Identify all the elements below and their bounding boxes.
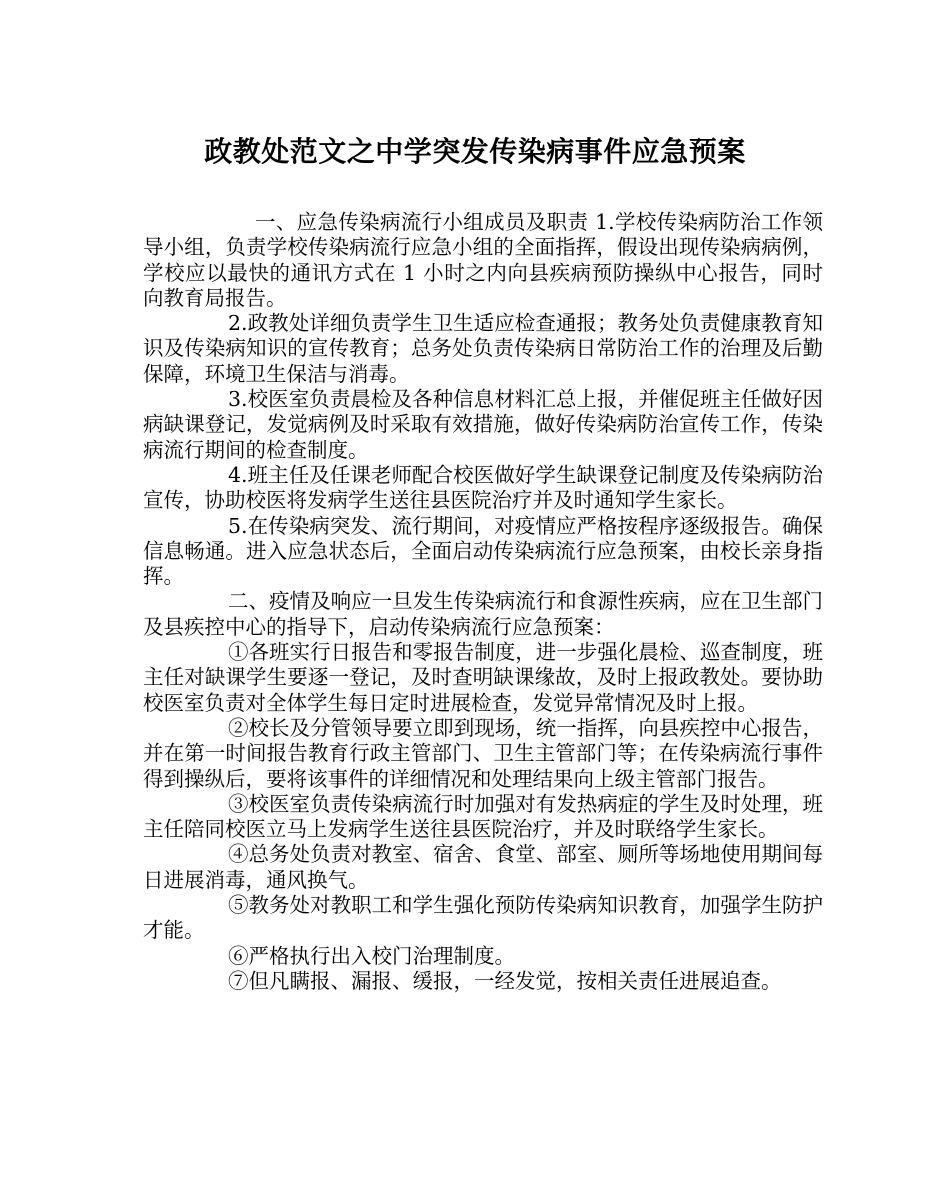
- paragraph-measure-7: ⑦但凡瞒报、漏报、缓报，一经发觉，按相关责任进展追查。: [228, 968, 782, 993]
- paragraph-item-4: 4.班主任及任课老师配合校医做好学生缺课登记制度及传染病防治宣传，协助校医将发病学生送往县医院治疗并及时通知学生家长。: [143, 462, 823, 513]
- paragraph-measure-2: ②校长及分管领导要立即到现场，统一指挥，向县疾控中心报告，并在第一时间报告教育行政主管部门、卫生主管部门等；在传染病流行事件得到操纵后，要将该事件的详细情况和处理结果向上级主管部门报告。: [143, 715, 823, 791]
- paragraph-item-5: 5.在传染病突发、流行期间，对疫情应严格按程序逐级报告。确保信息畅通。进入应急状态后，全面启动传染病流行应急预案，由校长亲身指挥。: [143, 513, 823, 589]
- paragraph-measure-3: ③校医室负责传染病流行时加强对有发热病症的学生及时处理，班主任陪同校医立马上发病学生送往县医院治疗，并及时联络学生家长。: [143, 791, 823, 842]
- paragraph-measure-6: ⑥严格执行出入校门治理制度。: [228, 943, 515, 968]
- paragraph-item-2: 2.政教处详细负责学生卫生适应检查通报；教务处负责健康教育知识及传染病知识的宣传教育；总务处负责传染病日常防治工作的治理及后勤保障，环境卫生保洁与消毒。: [143, 311, 823, 386]
- document-title: 政教处范文之中学突发传染病事件应急预案: [204, 135, 746, 168]
- paragraph-measure-5: ⑤教务处对教职工和学生强化预防传染病知识教育，加强学生防护才能。: [143, 893, 823, 943]
- paragraph-section-1: 一、应急传染病流行小组成员及职责 1.学校传染病防治工作领导小组，负责学校传染病流行应急小组的全面指挥，假设出现传染病病例，学校应以最快的通讯方式在 1 小时之内向县疾病预防操纵中心报告，同时向教育局报告。: [143, 210, 823, 310]
- paragraph-item-3: 3.校医室负责晨检及各种信息材料汇总上报，并催促班主任做好因病缺课登记，发觉病例及时采取有效措施，做好传染病防治宣传工作，传染病流行期间的检查制度。: [143, 387, 823, 462]
- paragraph-section-2: 二、疫情及响应一旦发生传染病流行和食源性疾病，应在卫生部门及县疾控中心的指导下，启动传染病流行应急预案：: [143, 589, 823, 639]
- document-body: [143, 210, 823, 994]
- paragraph-measure-1: ①各班实行日报告和零报告制度，进一步强化晨检、巡查制度，班主任对缺课学生要逐一登记，及时查明缺课缘故，及时上报政教处。要协助校医室负责对全体学生每日定时进展检查，发觉异常情况及时上报。: [143, 640, 823, 715]
- paragraph-measure-4: ④总务处负责对教室、宿舍、食堂、部室、厕所等场地使用期间每日进展消毒，通风换气。: [143, 842, 823, 892]
